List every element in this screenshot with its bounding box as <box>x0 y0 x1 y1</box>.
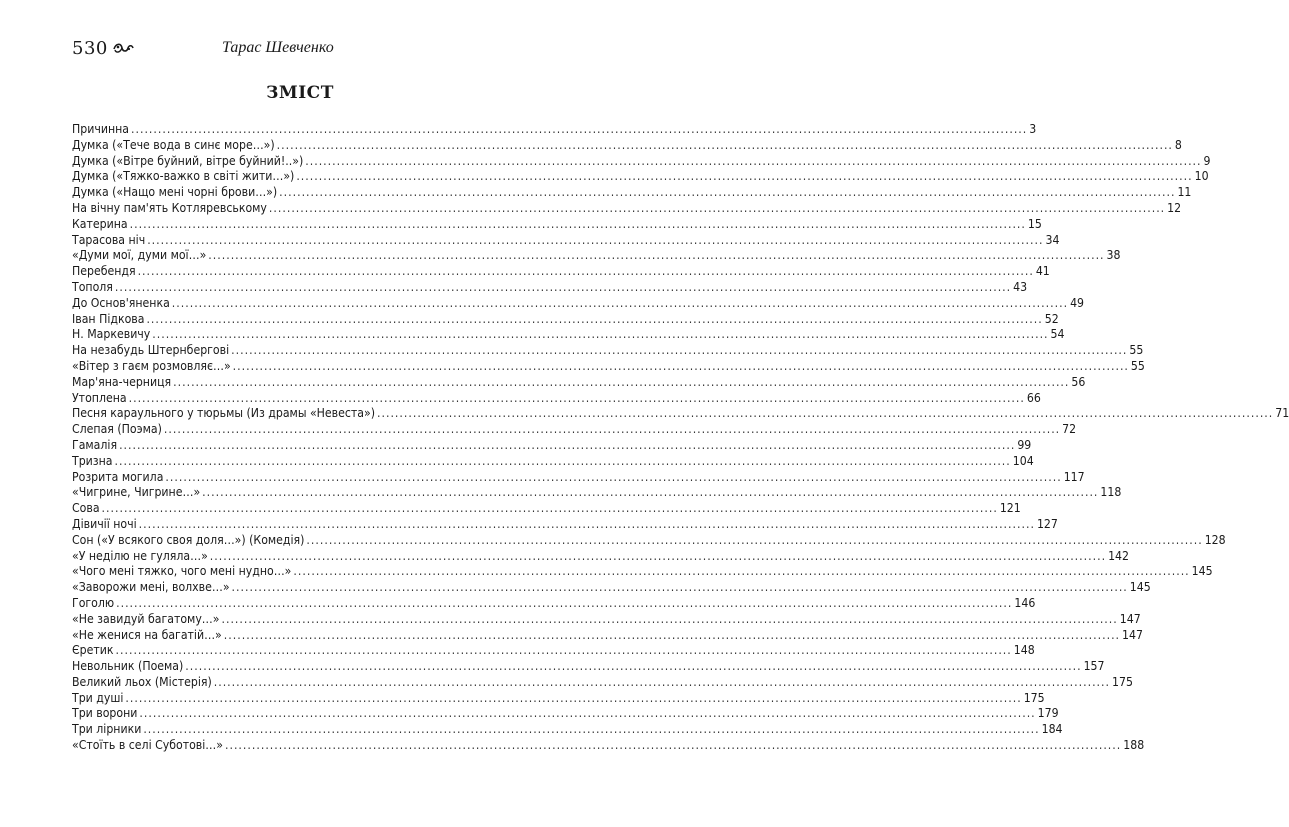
toc-entry <box>72 200 1182 217</box>
page-header <box>72 38 542 62</box>
dot-leader: ........................................................................................................................................................................................................ <box>165 469 1062 484</box>
toc-entry <box>72 311 1059 328</box>
toc-entry-page: 147 <box>1119 611 1141 626</box>
toc-entry-page: 146 <box>1014 595 1036 610</box>
toc-entry <box>72 390 1041 407</box>
toc-entry <box>72 611 1141 628</box>
toc-entry <box>72 453 1034 470</box>
dot-leader: ........................................................................................................................................................................................................ <box>305 153 1202 168</box>
toc-entry-title: «Не женися на багатій…» <box>72 627 222 642</box>
page-title: ЗМІСТ <box>266 83 334 103</box>
dot-leader: ........................................................................................................................................................................................................ <box>147 232 1044 247</box>
toc-entry-page: 38 <box>1106 248 1121 263</box>
toc-entry-title: Думка («Тяжко-важко в світі жити…») <box>72 169 295 184</box>
toc-entry <box>72 248 1121 264</box>
toc-entry-page: 118 <box>1100 485 1122 500</box>
toc-entry-page: 188 <box>1123 738 1145 753</box>
toc-entry-page: 99 <box>1017 437 1032 452</box>
dot-leader: ........................................................................................................................................................................................................ <box>131 122 1028 136</box>
dot-leader: ........................................................................................................................................................................................................ <box>101 501 998 516</box>
toc-entry <box>72 532 1226 549</box>
toc-entry-page: 145 <box>1129 580 1151 595</box>
dot-leader: ........................................................................................................................................................................................................ <box>268 200 1166 215</box>
toc-entry-title: Перебендя <box>72 264 136 279</box>
dot-leader: ........................................................................................................................................................................................................ <box>223 627 1121 642</box>
toc-entry-page: 15 <box>1027 216 1042 231</box>
toc-entry-page: 9 <box>1203 153 1211 168</box>
toc-entry-title: Три лірники <box>72 722 142 737</box>
dot-leader: ........................................................................................................................................................................................................ <box>213 674 1110 689</box>
toc-entry-title: «Чигрине, Чигрине…» <box>72 485 201 500</box>
toc-entry-page: 3 <box>1029 122 1037 136</box>
toc-entry <box>72 358 1145 375</box>
toc-entry-page: 127 <box>1036 516 1058 531</box>
toc-entry-title: До Основ'яненка <box>72 295 170 310</box>
dot-leader: ........................................................................................................................................................................................................ <box>185 659 1082 674</box>
toc-entry <box>72 627 1143 644</box>
toc-entry-title: Іван Підкова <box>72 311 145 326</box>
toc-entry <box>72 422 1077 438</box>
toc-entry-title: «У неділю не гуляла…» <box>72 548 208 563</box>
toc-entry <box>72 122 1037 138</box>
toc-entry <box>72 659 1105 675</box>
toc-entry-page: 52 <box>1044 311 1059 326</box>
toc-entry <box>72 169 1209 185</box>
toc-entry-page: 175 <box>1023 690 1045 705</box>
toc-entry-title: Тополя <box>72 279 113 294</box>
toc-entry <box>72 690 1045 707</box>
dot-leader: ........................................................................................................................................................................................................ <box>115 643 1012 658</box>
toc-entry-page: 128 <box>1204 532 1226 547</box>
toc-entry-page: 175 <box>1112 674 1133 689</box>
toc-entry-title: Песня караульного у тюрьмы (Из драмы «Невеста») <box>72 406 375 421</box>
toc-entry-title: Єретик <box>72 643 114 658</box>
toc-entry <box>72 279 1028 296</box>
toc-entry-title: Невольник (Поема) <box>72 659 184 674</box>
toc-entry <box>72 216 1042 233</box>
toc-entry <box>72 437 1032 454</box>
toc-entry <box>72 722 1063 738</box>
toc-entry <box>72 406 1289 422</box>
toc-entry-page: 121 <box>999 501 1021 516</box>
toc-entry-page: 71 <box>1275 406 1289 421</box>
dot-leader: ........................................................................................................................................................................................................ <box>306 532 1203 547</box>
toc-entry-page: 72 <box>1062 422 1077 437</box>
toc-entry <box>72 485 1122 501</box>
dot-leader: ........................................................................................................................................................................................................ <box>224 738 1122 753</box>
toc-entry <box>72 643 1035 659</box>
toc-entry-page: 49 <box>1070 295 1085 310</box>
toc-entry-title: Розрита могила <box>72 469 164 484</box>
toc-entry-page: 12 <box>1167 200 1182 215</box>
toc-entry-page: 55 <box>1130 358 1145 373</box>
toc-entry-page: 145 <box>1191 564 1213 579</box>
dot-leader: ........................................................................................................................................................................................................ <box>129 216 1026 231</box>
toc-entry <box>72 516 1058 533</box>
toc-entry-page: 10 <box>1194 169 1209 184</box>
toc-entry <box>72 674 1133 691</box>
toc-entry-page: 56 <box>1071 374 1086 389</box>
toc-entry <box>72 469 1085 486</box>
dot-leader: ........................................................................................................................................................................................................ <box>114 453 1011 468</box>
dot-leader: ........................................................................................................................................................................................................ <box>231 580 1128 595</box>
dot-leader: ........................................................................................................................................................................................................ <box>139 706 1036 721</box>
dot-leader: ........................................................................................................................................................................................................ <box>119 437 1016 452</box>
toc-entry-title: Слепая (Поэма) <box>72 422 162 437</box>
dot-leader: ........................................................................................................................................................................................................ <box>232 358 1129 373</box>
toc-entry-page: 55 <box>1129 343 1144 358</box>
dot-leader: ........................................................................................................................................................................................................ <box>276 137 1173 152</box>
toc-entry-page: 8 <box>1174 137 1182 152</box>
toc-entry-page: 66 <box>1026 390 1041 405</box>
toc-entry <box>72 548 1129 565</box>
dot-leader: ........................................................................................................................................................................................................ <box>125 690 1022 705</box>
dot-leader: ........................................................................................................................................................................................................ <box>231 343 1128 358</box>
toc-entry-title: Тризна <box>72 453 113 468</box>
dot-leader: ........................................................................................................................................................................................................ <box>293 564 1190 579</box>
dot-leader: ........................................................................................................................................................................................................ <box>143 722 1040 737</box>
toc-entry <box>72 706 1059 722</box>
toc-entry-title: «Заворожи мені, волхве…» <box>72 580 230 595</box>
dot-leader: ........................................................................................................................................................................................................ <box>128 390 1025 405</box>
toc-entry-title: «Думи мої, думи мої…» <box>72 248 207 263</box>
toc-entry-title: «Вітер з гаєм розмовляє…» <box>72 358 231 373</box>
toc-entry <box>72 595 1036 612</box>
toc-entry-title: На вічну пам'ять Котляревському <box>72 200 267 215</box>
toc-entry-title: На незабудь Штернбергові <box>72 343 230 358</box>
toc-entry-title: «Чого мені тяжко, чого мені нудно…» <box>72 564 292 579</box>
toc-entry-page: 157 <box>1083 659 1105 674</box>
toc-entry-page: 117 <box>1063 469 1085 484</box>
page-number: 530 <box>72 38 108 59</box>
toc-entry-title: Мар'яна-черниця <box>72 374 172 389</box>
toc-entry <box>72 185 1192 201</box>
toc-entry <box>72 738 1145 754</box>
dot-leader: ........................................................................................................................................................................................................ <box>296 169 1193 184</box>
dot-leader: ........................................................................................................................................................................................................ <box>163 422 1061 437</box>
toc-entry-title: Дівичії ночі <box>72 516 137 531</box>
toc-entry-title: Думка («Нащо мені чорні брови…») <box>72 185 278 200</box>
toc-entry-page: 34 <box>1045 232 1060 247</box>
toc-entry <box>72 327 1065 343</box>
dot-leader: ........................................................................................................................................................................................................ <box>152 327 1049 342</box>
dot-leader: ........................................................................................................................................................................................................ <box>171 295 1069 310</box>
dot-leader: ........................................................................................................................................................................................................ <box>202 485 1099 500</box>
toc-entry-title: Катерина <box>72 216 128 231</box>
dot-leader: ........................................................................................................................................................................................................ <box>146 311 1043 326</box>
dot-leader: ........................................................................................................................................................................................................ <box>137 264 1034 279</box>
dot-leader: ........................................................................................................................................................................................................ <box>377 406 1274 421</box>
toc-entry-title: Н. Маркевичу <box>72 327 151 342</box>
toc-entry <box>72 264 1050 280</box>
toc-entry-title: Гоголю <box>72 595 115 610</box>
dot-leader: ........................................................................................................................................................................................................ <box>116 595 1013 610</box>
toc-entry-title: Сова <box>72 501 100 516</box>
dot-leader: ........................................................................................................................................................................................................ <box>114 279 1012 294</box>
toc-entry-title: Думка («Вітре буйний, вітре буйний!..») <box>72 153 304 168</box>
toc-entry-page: 54 <box>1050 327 1065 342</box>
toc-entry-title: Гамалія <box>72 437 118 452</box>
toc-entry-page: 41 <box>1035 264 1050 279</box>
toc-entry <box>72 295 1085 312</box>
toc-entry <box>72 501 1021 517</box>
toc-entry-title: Сон («У всякого своя доля…») (Комедія) <box>72 532 305 547</box>
toc-entry-title: «Не завидуй багатому…» <box>72 611 220 626</box>
toc-entry-title: Утоплена <box>72 390 127 405</box>
toc-entry-page: 179 <box>1037 706 1059 721</box>
toc-entry <box>72 580 1151 596</box>
dot-leader: ........................................................................................................................................................................................................ <box>208 248 1105 263</box>
dot-leader: ........................................................................................................................................................................................................ <box>221 611 1118 626</box>
toc-entry-title: Три ворони <box>72 706 138 721</box>
dot-leader: ........................................................................................................................................................................................................ <box>138 516 1035 531</box>
toc-entry-page: 184 <box>1041 722 1063 737</box>
toc-entry <box>72 564 1213 580</box>
toc-entry <box>72 374 1086 391</box>
toc-entry-page: 43 <box>1013 279 1028 294</box>
toc-entry-title: Тарасова ніч <box>72 232 146 247</box>
toc-entry-page: 142 <box>1108 548 1129 563</box>
running-title: Тарас Шевченко <box>222 39 334 56</box>
dot-leader: ........................................................................................................................................................................................................ <box>173 374 1070 389</box>
toc-entry-title: «Стоїть в селі Суботові…» <box>72 738 223 753</box>
toc-entry-page: 148 <box>1013 643 1035 658</box>
toc-entry <box>72 343 1144 359</box>
toc-entry <box>72 232 1060 249</box>
table-of-contents <box>72 122 1289 754</box>
dot-leader: ........................................................................................................................................................................................................ <box>279 185 1176 200</box>
toc-entry-title: Думка («Тече вода в синє море…») <box>72 137 275 152</box>
toc-entry-page: 104 <box>1012 453 1034 468</box>
toc-entry-page: 147 <box>1122 627 1143 642</box>
toc-entry-title: Причинна <box>72 122 129 136</box>
toc-entry-page: 11 <box>1177 185 1192 200</box>
toc-entry <box>72 137 1182 154</box>
dot-leader: ........................................................................................................................................................................................................ <box>209 548 1107 563</box>
toc-entry-title: Великий льох (Містерія) <box>72 674 212 689</box>
floral-swash-icon <box>112 40 134 56</box>
toc-entry <box>72 153 1211 170</box>
toc-entry-title: Три душі <box>72 690 124 705</box>
